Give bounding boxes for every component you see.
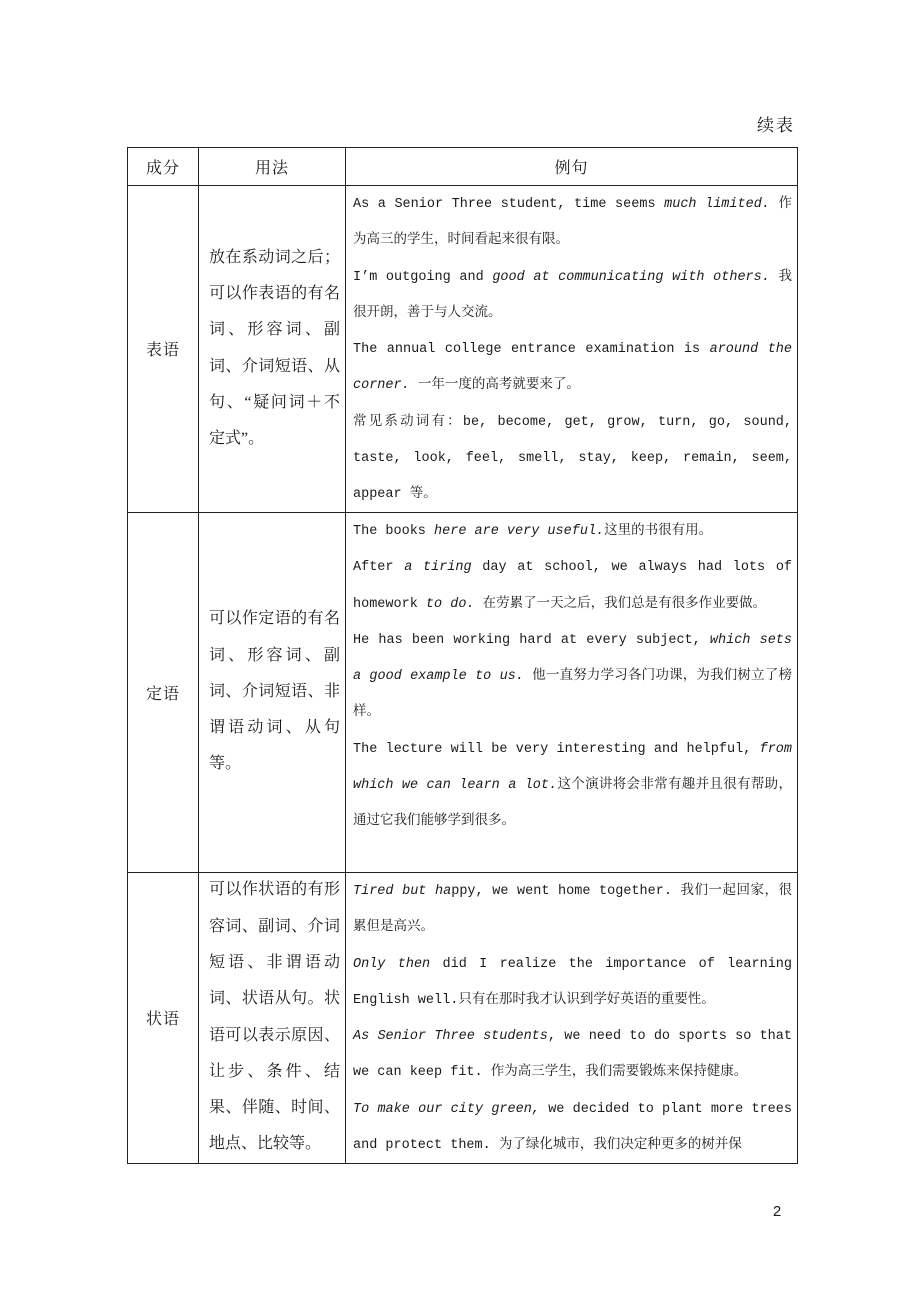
example-sentence: The books here are very useful.这里的书很有用。 — [353, 524, 713, 539]
component-cell: 状语 — [145, 1011, 180, 1028]
example-sentence: He has been working hard at every subject, which sets a good example to us. 他一直努力学习各门功课，为我们树立了榜样。 — [353, 632, 793, 721]
table-body — [128, 186, 798, 1164]
continued-table-label: 续表 — [757, 116, 795, 135]
header-row — [128, 148, 798, 186]
usage-text: 可以作定语的有名词、形容词、副词、介词短语、非谓语动词、从句等。 — [209, 610, 340, 773]
example-sentence: Tired but happy, we went home together. 我们一起回家，很累但是高兴。 — [353, 884, 793, 936]
example-sentence: 常见系动词有：be, become, get, grow, turn, go, sound, taste, look, feel, smell, stay, keep, remain, seem, appear 等。 — [353, 414, 792, 503]
table-row — [128, 513, 798, 873]
column-header-component: 成分 — [128, 148, 199, 186]
usage-cell — [199, 513, 345, 871]
example-cell — [346, 186, 797, 512]
example-sentence: As Senior Three students, we need to do sports so that we can keep fit. 作为高三学生，我们需要锻炼来保持健康。 — [353, 1029, 792, 1081]
usage-text: 放在系动词之后；可以作表语的有名词、形容词、副词、介词短语、从句、“疑问词＋不定式”。 — [209, 248, 340, 448]
example-sentence: The lecture will be very interesting and helpful, from which we can learn a lot.这个演讲将会非常有趣并且很有帮助，通过它我们能够学到很多。 — [353, 741, 792, 830]
example-sentence: After a tiring day at school, we always had lots of homework to do. 在劳累了一天之后，我们总是有很多作业要做。 — [353, 560, 793, 612]
usage-cell — [199, 186, 345, 511]
usage-cell — [199, 873, 345, 1162]
column-header-examples: 例句 — [346, 148, 798, 186]
example-cell — [346, 513, 797, 872]
example-sentence: To make our city green, we decided to plant more trees and protect them. 为了绿化城市，我们决定种更多的树并保 — [353, 1101, 792, 1154]
example-sentence: As a Senior Three student, time seems much limited. 作为高三的学生，时间看起来很有限。 — [353, 197, 792, 249]
table-header — [128, 148, 798, 186]
example-sentence: Only then did I realize the importance of learning English well.只有在那时我才认识到学好英语的重要性。 — [353, 956, 792, 1008]
table-row — [128, 873, 798, 1164]
example-cell — [346, 873, 797, 1163]
column-header-usage: 用法 — [199, 148, 346, 186]
page-number: 2 — [772, 1203, 782, 1220]
example-sentence: The annual college entrance examination is around the corner. 一年一度的高考就要来了。 — [353, 342, 792, 394]
component-cell: 表语 — [145, 342, 180, 359]
table-row — [128, 186, 798, 513]
component-cell: 定语 — [145, 685, 180, 703]
example-sentence: I’m outgoing and good at communicating with others. 我很开朗，善于与人交流。 — [353, 269, 792, 321]
grammar-table — [127, 147, 798, 1164]
usage-text: 可以作状语的有形容词、副词、介词短语、非谓语动词、状语从句。状语可以表示原因、让步、条件、结果、伴随、时间、地点、比较等。 — [209, 881, 340, 1153]
